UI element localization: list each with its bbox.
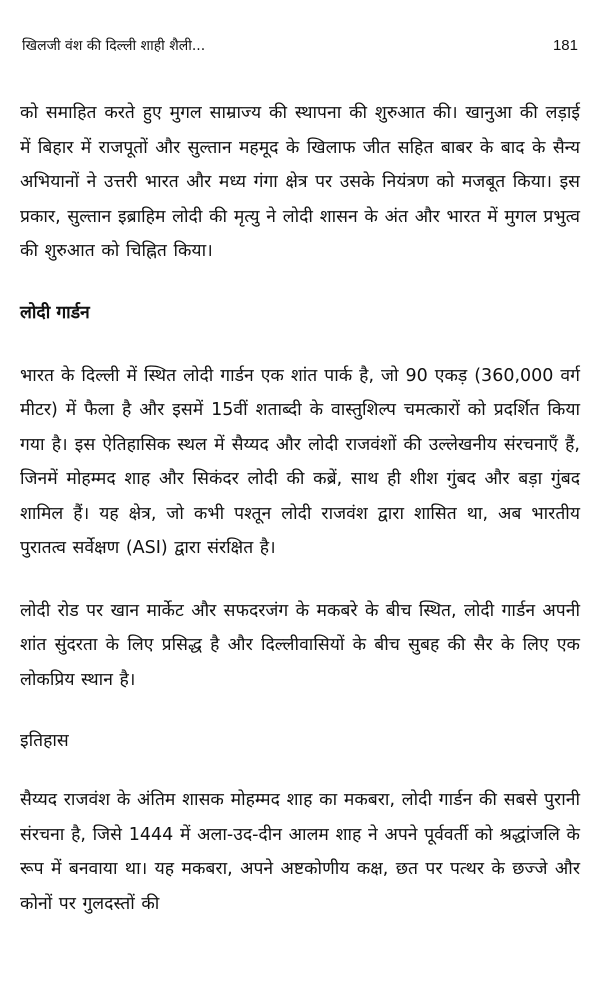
chapter-title: खिलजी वंश की दिल्ली शाही शैली... [22,38,206,54]
section-heading-lodi-garden: लोदी गार्डन [20,302,90,323]
paragraph-history: सैय्यद राजवंश के अंतिम शासक मोहम्मद शाह का मकबरा, लोदी गार्डन की सबसे पुरानी संरचना है, जिसे 1444 में अला-उद-दीन आलम शाह ने अपने पूर्ववर्ती को श्रद्धांजलि के रूप में बनवाया था। यह मकबरा, अपने अष्टकोणीय कक्ष, छत पर पत्थर के छज्जे और कोनों पर गुलदस्तों की [20,790,580,914]
page-number: 181 [552,37,578,54]
paragraph-intro: को समाहित करते हुए मुगल साम्राज्य की स्थापना की शुरुआत की। खानुआ की लड़ाई में बिहार में राजपूतों और सुल्तान महमूद के खिलाफ जीत सहित बाबर के बाद के सैन्य अभियानों ने उत्तरी भारत और मध्य गंगा क्षेत्र पर उसके नियंत्रण को मजबूत किया। इस प्रकार, सुल्तान इब्राहिम लोदी की मृत्यु ने लोदी शासन के अंत और भारत में मुगल प्रभुत्व की शुरुआत को चिह्नित किया। [20,103,580,261]
section-heading-history: इतिहास [20,731,69,751]
paragraph-lodi-garden-2: लोदी रोड पर खान मार्केट और सफदरजंग के मकबरे के बीच स्थित, लोदी गार्डन अपनी शांत सुंदरता के लिए प्रसिद्ध है और दिल्लीवासियों के बीच सुबह की सैर के लिए एक लोकप्रिय स्थान है। [20,600,580,690]
page-body [20,96,580,921]
paragraph-lodi-garden-1: भारत के दिल्ली में स्थित लोदी गार्डन एक शांत पार्क है, जो 90 एकड़ (360,000 वर्ग मीटर) में फैला है और इसमें 15वीं शताब्दी के वास्तुशिल्प चमत्कारों को प्रदर्शित किया गया है। इस ऐतिहासिक स्थल में सैय्यद और लोदी राजवंशों की उल्लेखनीय संरचनाएँ हैं, जिनमें मोहम्मद शाह और सिकंदर लोदी की कब्रें, साथ ही शीश गुंबद और बड़ा गुंबद शामिल हैं। यह क्षेत्र, जो कभी पश्तून लोदी राजवंश द्वारा शासित था, अब भारतीय पुरातत्व सर्वेक्षण (ASI) द्वारा संरक्षित है। [20,365,580,558]
